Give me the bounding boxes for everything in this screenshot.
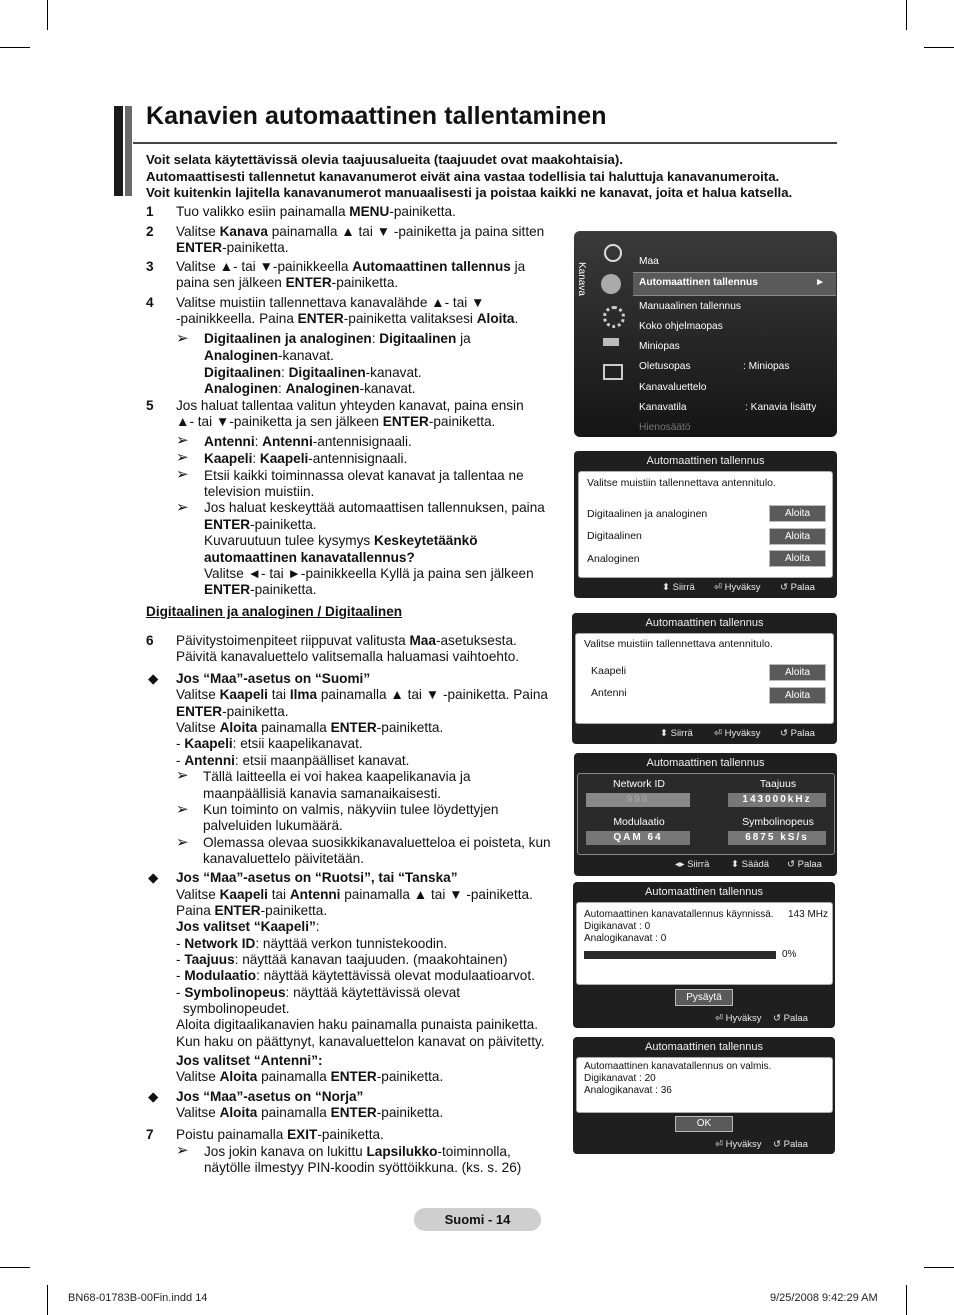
note-line: Tällä laitteella ei voi hakea kaapelikanavia ja [203,769,471,784]
aloita-button[interactable]: Aloita [769,687,826,704]
note-arrow-icon: ➢ [176,767,189,784]
digi-count: Digikanavat : 0 [584,921,651,932]
body-line: Aloita digitaalikanavien haku painamalla punaista painiketta. [176,1017,538,1032]
updown-icon: ⬍ [662,582,673,593]
option-label: Analoginen [587,553,640,565]
foot-adjust: ⬍ Säädä [731,859,770,870]
option-label: Digitaalinen [587,530,642,542]
body-line: Valitse Aloita painamalla ENTER-painiketta. [176,720,444,735]
crop-mark [47,0,48,30]
step-2: Valitse Kanava painamalla ▲ tai ▼ -painiketta ja paina sitten [176,224,545,239]
step-5-cont: ▲- tai ▼-painiketta ja sen jälkeen ENTER-painiketta. [176,414,496,429]
panel-inner [576,902,833,985]
return-icon: ↺ [780,728,791,739]
footer-date: 9/25/2008 9:42:29 AM [770,1292,878,1304]
page-title: Kanavien automaattinen tallentaminen [146,102,607,130]
aloita-button[interactable]: Aloita [769,550,826,567]
scan-frequency: 143 MHz [788,909,829,920]
note-line: ENTER-painiketta. [204,517,317,532]
crop-mark [906,1285,907,1315]
return-icon: ↺ [773,1139,784,1150]
panel-header: Automaattinen tallennus [644,1041,764,1053]
note-line: Kaapeli: Kaapeli-antennisignaali. [204,451,408,466]
foot-move: ⬍ Siirrä [662,582,695,593]
menu-icon-column [596,240,626,434]
section-subhead: Digitaalinen ja analoginen / Digitaalinen [146,604,403,619]
note-line: Jos haluat keskeyttää automaattisen tallennuksen, paina [204,500,545,515]
bullet-diamond-icon: ◆ [148,1089,159,1104]
panel-antenna-select-1 [574,451,837,598]
aloita-button[interactable]: Aloita [769,664,826,681]
panel-prompt: Valitse muistiin tallennettava antennitulo. [587,477,776,489]
title-accent-bar [125,106,132,196]
analog-count: Analogikanavat : 0 [584,933,667,944]
note-arrow-icon: ➢ [176,330,189,347]
note-arrow-icon: ➢ [176,466,189,483]
note-line: Analoginen: Analoginen-kanavat. [204,381,416,396]
menu-item-kanavatila[interactable]: Kanavatila [639,402,687,413]
option-label: Kaapeli [591,665,627,677]
body-line: ENTER-painiketta. [176,704,289,719]
note-line: Kun toiminto on valmis, näkyviin tulee löydettyjen [203,802,499,817]
step-3-cont: paina sen jälkeen ENTER-painiketta. [176,275,399,290]
note-arrow-icon: ➢ [176,801,189,818]
foot-accept: ⏎ Hyväksy [715,1013,762,1024]
panel-antenna-select-2 [572,613,837,744]
param-label: Network ID [613,778,665,790]
option-label: Digitaalinen ja analoginen [587,508,708,520]
step-4: Valitse muistiin tallennettava kanavalähde ▲- tai ▼ [176,295,485,310]
digi-count: Digikanavat : 20 [584,1073,656,1084]
ok-button[interactable]: OK [675,1116,733,1132]
body-line: Paina ENTER-painiketta. [176,903,328,918]
leftright-icon: ◂▸ [675,859,688,870]
panel-prompt: Valitse muistiin tallennettava antennitulo. [584,638,773,650]
intro-line: Automaattisesti tallennetut kanavanumerot eivät aina vastaa todellisia tai haluttuja kanavanumeroita. [146,168,780,184]
step-4-cont: -painikkeella. Paina ENTER-painiketta valitaksesi Aloita. [176,311,519,326]
scan-status: Automaattinen kanavatallennus on valmis. [584,1061,772,1072]
panel-inner [576,1057,833,1113]
note-line: ENTER-painiketta. [204,582,317,597]
title-accent-bar [114,106,123,196]
foot-return: ↺ Palaa [780,582,815,593]
progress-text: 0% [782,949,797,960]
panel-cable-params [574,753,837,876]
note-arrow-icon: ➢ [176,449,189,466]
param-label: Symbolinopeus [742,816,814,828]
title-rule [133,142,837,144]
frequency-field[interactable]: 143000kHz [728,793,826,807]
body-line: Jos valitset “Antenni”: [176,1053,323,1068]
body-line: - Antenni: etsii maanpäälliset kanavat. [176,753,410,768]
aloita-button[interactable]: Aloita [769,528,826,545]
param-label: Taajuus [759,778,797,790]
panel-header: Automaattinen tallennus [646,455,765,467]
foot-return: ↺ Palaa [773,1139,808,1150]
sound-icon [601,274,621,294]
foot-move: ⬍ Siirrä [660,728,693,739]
note-line: Kuvaruutuun tulee kysymys Keskeytetäänkö [204,533,478,548]
panel-inner [578,471,833,578]
foot-accept: ⏎ Hyväksy [715,1139,762,1150]
menu-value-oletusopas: : Miniopas [743,361,790,372]
menu-item-koko-ohjelmaopas[interactable]: Koko ohjelmaopas [639,321,723,332]
country-heading: Jos “Maa”-asetus on “Norja” [176,1089,364,1104]
foot-accept: ⏎ Hyväksy [714,728,761,739]
step-1: Tuo valikko esiin painamalla MENU-painiketta. [176,204,456,219]
body-line: Valitse Aloita painamalla ENTER-painiketta. [176,1105,444,1120]
page-number-label: Suomi - 14 [414,1208,541,1231]
panel-scan-progress [573,882,835,1028]
step-7: Poistu painamalla EXIT-painiketta. [176,1127,384,1142]
intro-line: Voit selata käytettävissä olevia taajuusalueita (taajuudet ovat maakohtaisia). [146,152,623,167]
analog-count: Analogikanavat : 36 [584,1085,672,1096]
menu-item-kanavaluettelo[interactable]: Kanavaluettelo [639,382,707,393]
note-line: Antenni: Antenni-antennisignaali. [204,434,412,449]
panel-header: Automaattinen tallennus [646,757,765,769]
note-arrow-icon: ➢ [176,1142,189,1159]
return-icon: ↺ [780,582,791,593]
note-line: Jos jokin kanava on lukittu Lapsilukko-toiminnolla, [204,1144,511,1159]
note-line: Etsii kaikki toiminnassa olevat kanavat ja tallentaa ne [204,468,524,483]
note-line: automaattinen kanavatallennus? [204,550,415,565]
menu-value-kanavatila: : Kanavia lisätty [745,402,817,413]
intro-line: Voit kuitenkin lajitella kanavanumerot manuaalisesti ja poistaa kaikki ne kanavat, joita et halua katsella. [146,185,793,200]
return-icon: ↺ [773,1013,784,1024]
step-6-cont: Päivitä kanavaluettelo valitsemalla haluamasi vaihtoehto. [176,649,520,664]
bullet-diamond-icon: ◆ [148,671,159,686]
picture-icon [604,244,622,262]
crop-mark [0,47,30,48]
step-number: 6 [146,633,154,648]
panel-header: Automaattinen tallennus [644,886,764,898]
foot-return: ↺ Palaa [780,728,815,739]
menu-item-manuaalinen[interactable]: Manuaalinen tallennus [639,301,741,312]
crop-mark [906,0,907,30]
enter-icon: ⏎ [714,582,725,593]
body-line: Kun haku on päättynyt, kanavaluettelon kanavat on päivitetty. [176,1034,545,1049]
menu-item-miniopas[interactable]: Miniopas [639,341,680,352]
body-line: - Kaapeli: etsii kaapelikanavat. [176,736,363,751]
body-line: Valitse Kaapeli tai Antenni painamalla ▲ tai ▼ -painiketta. [176,887,533,902]
panel-scan-complete [573,1037,835,1154]
updown-icon: ⬍ [731,859,742,870]
note-line: palveluiden lukumäärä. [203,818,343,833]
symbol-rate-field[interactable]: 6875 kS/s [728,831,826,845]
note-line: maanpäällisiä kanavia samanaikaisesti. [203,786,442,801]
menu-arrow-icon: ► [815,277,826,288]
bullet-diamond-icon: ◆ [148,870,159,885]
crop-mark [47,1285,48,1315]
note-line: kanavaluettelo päivitetään. [203,851,364,866]
updown-icon: ⬍ [660,728,671,739]
body-line: Jos valitset “Kaapeli”: [176,919,320,934]
option-label: Antenni [591,687,627,699]
menu-item-oletusopas[interactable]: Oletusopas [639,361,691,372]
progress-bar [584,951,776,959]
crop-mark [924,47,954,48]
note-arrow-icon: ➢ [176,834,189,851]
foot-accept: ⏎ Hyväksy [714,582,761,593]
note-line: näytölle ilmestyy PIN-koodin syöttöikkuna. (ks. s. 26) [204,1160,522,1175]
panel-inner [575,633,834,724]
body-line: - Symbolinopeus: näyttää käytettävissä olevat [176,985,461,1000]
note-arrow-icon: ➢ [176,499,189,516]
enter-icon: ⏎ [714,728,725,739]
aloita-button[interactable]: Aloita [769,505,826,522]
menu-side-label: Kanava [576,262,587,296]
country-heading: Jos “Maa”-asetus on “Ruotsi”, tai “Tanska” [176,870,458,885]
note-line: Digitaalinen ja analoginen: Digitaalinen ja [204,331,471,346]
intro [146,152,846,202]
application-icon [603,364,623,380]
step-5: Jos haluat tallentaa valitun yhteyden kanavat, paina ensin [176,398,524,413]
menu-item-hienosaato: Hienosäätö [639,422,691,433]
step-number: 2 [146,224,154,239]
body-line: Valitse Aloita painamalla ENTER-painiketta. [176,1069,444,1084]
enter-icon: ⏎ [715,1013,726,1024]
crop-mark [0,1267,30,1268]
step-number: 4 [146,295,154,310]
foot-return: ↺ Palaa [773,1013,808,1024]
menu-item-automaattinen[interactable]: Automaattinen tallennus [639,277,758,288]
body-line: Valitse Kaapeli tai Ilma painamalla ▲ tai ▼ -painiketta. Paina [176,687,548,702]
note-line: Analoginen-kanavat. [204,348,334,363]
scan-status: Automaattinen kanavatallennus käynnissä. [584,909,774,920]
step-3: Valitse ▲- tai ▼-painikkeella Automaattinen tallennus ja [176,259,526,274]
step-number: 5 [146,398,154,413]
body-line: - Taajuus: näyttää kanavan taajuuden. (maakohtainen) [176,952,508,967]
param-label: Modulaatio [613,816,665,828]
setup-gear-icon [603,306,625,328]
step-number: 7 [146,1127,154,1142]
return-icon: ↺ [787,859,798,870]
footer-file: BN68-01783B-00Fin.indd 14 [68,1292,208,1304]
step-number: 1 [146,204,154,219]
step-6: Päivitystoimenpiteet riippuvat valitusta Maa-asetuksesta. [176,633,517,648]
panel-header: Automaattinen tallennus [645,617,764,629]
enter-icon: ⏎ [715,1139,726,1150]
country-heading: Jos “Maa”-asetus on “Suomi” [176,671,371,686]
modulation-field[interactable]: QAM 64 [586,831,690,845]
note-line: television muistiin. [204,484,315,499]
body-line: symbolinopeudet. [183,1001,290,1016]
input-icon [603,338,619,346]
menu-item-maa[interactable]: Maa [639,256,659,267]
foot-move: ◂▸ Siirrä [675,859,710,870]
step-number: 3 [146,259,154,274]
network-id-field[interactable]: 999 [586,793,690,807]
crop-mark [924,1267,954,1268]
stop-button[interactable]: Pysäytä [675,989,733,1006]
body-line: - Network ID: näyttää verkon tunnistekoodin. [176,936,448,951]
body-line: - Modulaatio: näyttää käytettävissä olevat modulaatioarvot. [176,968,535,983]
foot-return: ↺ Palaa [787,859,822,870]
panel-inner [577,773,835,855]
note-arrow-icon: ➢ [176,432,189,449]
step-2-cont: ENTER-painiketta. [176,240,289,255]
note-line: Valitse ◄- tai ►-painikkeella Kyllä ja paina sen jälkeen [204,566,534,581]
note-line: Olemassa olevaa suosikkikanavaluetteloa ei poisteta, kun [203,835,551,850]
note-line: Digitaalinen: Digitaalinen-kanavat. [204,365,422,380]
